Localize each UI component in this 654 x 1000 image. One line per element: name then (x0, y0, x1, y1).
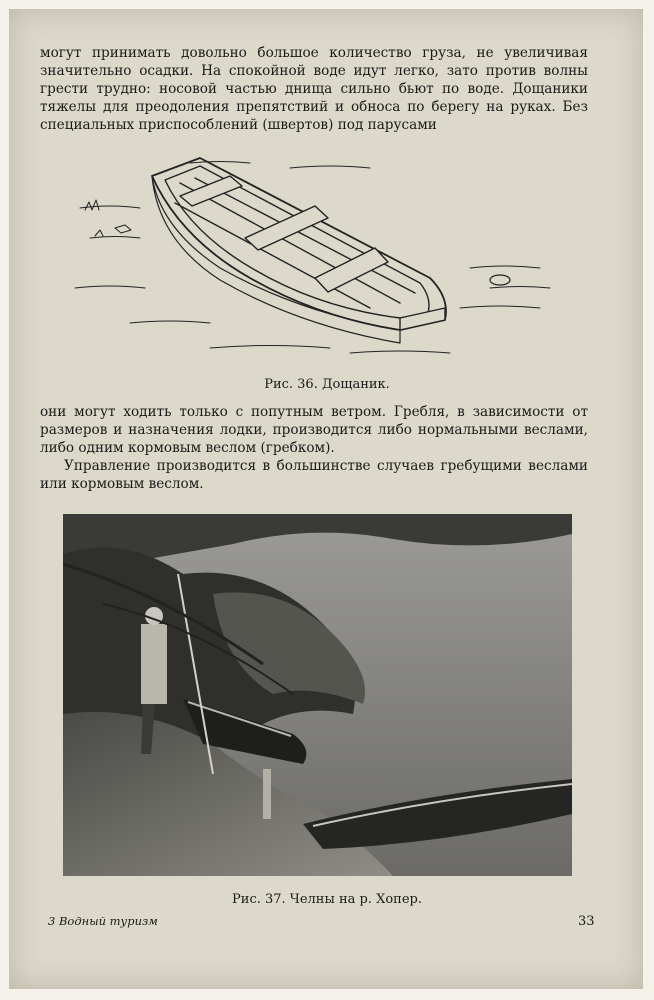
figure-37-caption: Рис. 37. Челны на р. Хопер. (232, 892, 422, 907)
figure-36-boat-drawing (70, 148, 570, 368)
footer-book-title: 3 Водный туризм (48, 914, 158, 928)
paragraph-continuation: могут принимать довольно большое количество груза, не увеличивая значительно осадки. На спокойной воде идут легко, зато против волны грести трудно: носовой частью днища сильно бьют по воде. Дощаники тяжелы для преодоления препятствий и обноса по берегу на руках. Без специальных приспособлений (швертов) под парусами (40, 45, 588, 133)
figure-37-photo-boats (63, 514, 572, 876)
paragraph-rowing: они могут ходить только с попутным ветром. Гребля, в зависимости от размеров и назначения лодки, производится либо нормальными веслами, либо одним кормовым веслом (гребком). (40, 404, 588, 456)
page-number: 33 (578, 914, 595, 929)
text-block-bottom (40, 403, 588, 493)
text-block-top (40, 44, 588, 134)
figure-36-caption: Рис. 36. Дощаник. (264, 377, 390, 392)
paragraph-steering: Управление производится в большинстве случаев гребущими веслами или кормовым веслом. (40, 458, 588, 492)
